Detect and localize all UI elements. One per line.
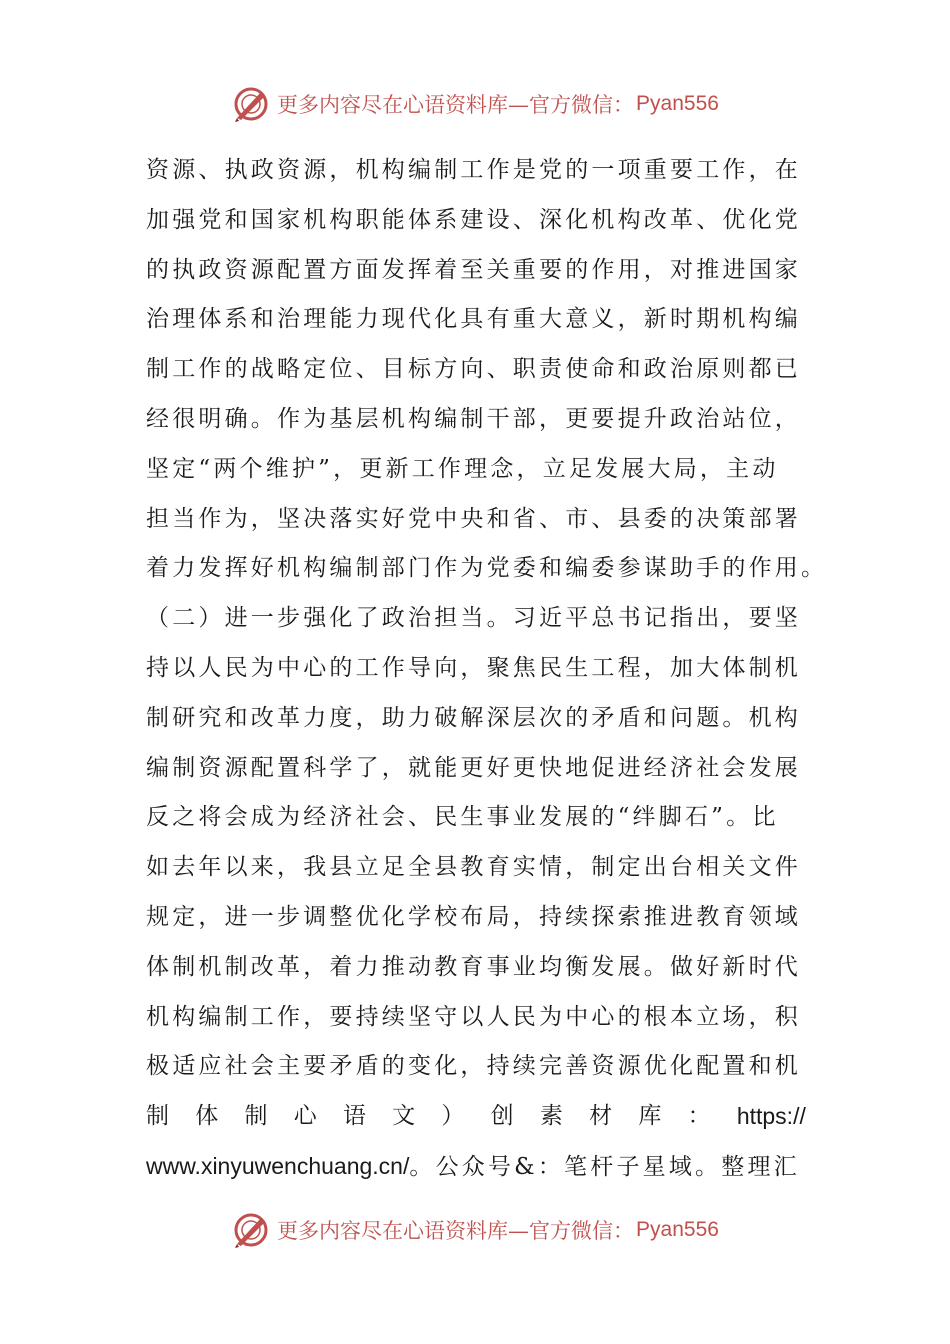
body-line: 持以人民为中心的工作导向，聚焦民生工程，加大体制机 [146,654,801,681]
banner-text: 更多内容尽在心语资料库—官方微信： [277,1219,635,1243]
body-line: 机构编制工作，要持续坚守以人民为中心的根本立场，积 [146,1003,801,1030]
body-line: 经很明确。作为基层机构编制干部，更要提升政治站位， [146,405,801,432]
justified-char: 创 [490,1103,514,1130]
justified-char: 库 [638,1103,662,1130]
body-line: 反之将会成为经济社会、民生事业发展的“绊脚石”。比 [146,804,779,831]
justified-char: 材 [589,1103,613,1130]
justified-char: 文 [392,1103,416,1130]
url-line-text: 。公众号&：笔杆子星域。整理汇 [409,1153,800,1180]
document-body [146,146,828,1192]
body-line: 着力发挥好机构编制部门作为党委和编委参谋助手的作用。 [146,555,828,582]
url-fragment[interactable]: https:// [736,1103,806,1130]
banner-text: 更多内容尽在心语资料库—官方微信： [277,93,635,117]
justified-char: 素 [539,1103,563,1130]
body-line: 制工作的战略定位、目标方向、职责使命和政治原则都已 [146,356,801,383]
justified-char: 制 [244,1103,268,1130]
body-line: 加强党和国家机构职能体系建设、深化机构改革、优化党 [146,206,801,233]
justified-char: ： [687,1103,711,1130]
banner-account: Pyan556 [636,1218,719,1241]
body-line: 体制机制改革，着力推动教育事业均衡发展。做好新时代 [146,953,801,980]
footer-banner [0,1208,950,1252]
url-line [146,1142,806,1192]
body-line: 坚定“两个维护”，更新工作理念，立足发展大局，主动 [146,455,779,482]
body-line: 治理体系和治理能力现代化具有重大意义，新时期机构编 [146,306,801,333]
body-line: 编制资源配置科学了，就能更好更快地促进经济社会发展 [146,754,801,781]
body-line: 规定，进一步调整优化学校布局，持续探索推进教育领域 [146,903,801,930]
banner-account: Pyan556 [636,92,719,115]
justified-char: 语 [342,1103,366,1130]
justified-char: 制 [146,1103,169,1130]
website-link[interactable]: www.xinyuwenchuang.cn/ [146,1152,410,1179]
body-line: 极适应社会主要矛盾的变化，持续完善资源优化配置和机 [146,1053,801,1080]
body-line: 如去年以来，我县立足全县教育实情，制定出台相关文件 [146,854,801,881]
header-banner [0,82,950,126]
justified-char: ） [441,1103,465,1130]
body-line: 的执政资源配置方面发挥着至关重要的作用，对推进国家 [146,256,801,283]
body-line: 资源、执政资源，机构编制工作是党的一项重要工作，在 [146,157,801,183]
pen-logo-icon [231,1210,271,1250]
justified-char: 体 [195,1103,219,1130]
pen-logo-icon [231,84,271,124]
body-line: （二）进一步强化了政治担当。习近平总书记指出，要坚 [146,605,801,632]
justified-line [146,1092,806,1142]
body-line: 担当作为，坚决落实好党中央和省、市、县委的决策部署 [146,505,801,532]
body-line: 制研究和改革力度，助力破解深层次的矛盾和问题。机构 [146,704,801,731]
justified-char: 心 [293,1103,317,1130]
